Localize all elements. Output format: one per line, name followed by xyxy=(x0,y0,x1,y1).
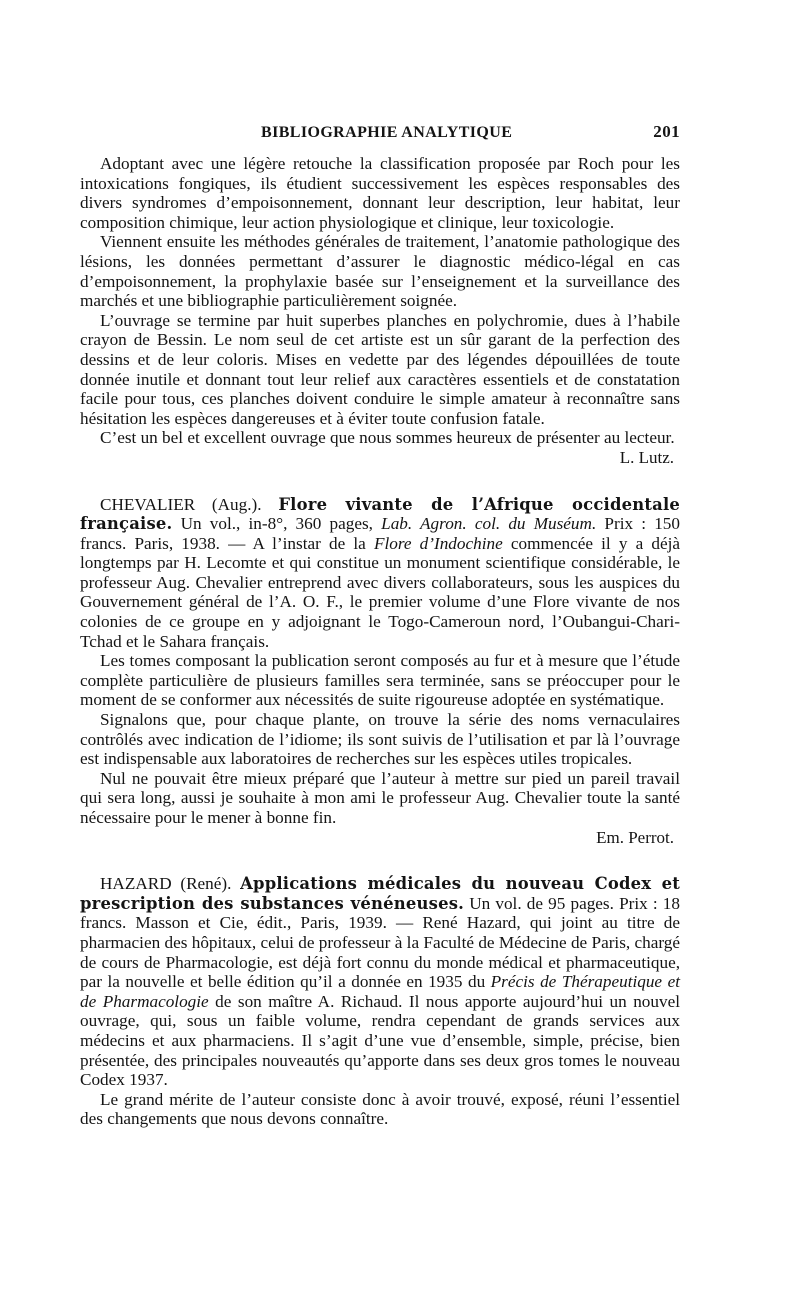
reference-text: de son maître A. Richaud. Il nous apporte aujourd’hui un nouvel ouvrage, qui, sous un faible volume, rendra cependant de grands services aux médecins et aux pharmaciens. Il s’agit d’une vue d’ensemble, simple, précise, bien présentée, des principales nouveautés qu’apporte dans ses deux gros tomes le nouveau Codex 1937. xyxy=(80,991,680,1090)
page xyxy=(80,122,680,1129)
paragraph: Adoptant avec une légère retouche la classification proposée par Roch pour les intoxications fongiques, ils étudient successivement les espèces responsables des divers syndromes d’empoisonnement, donnant leur description, leur habitat, leur composition chimique, leur action physiologique et clinique, leur toxicologie. xyxy=(80,154,680,232)
signature: Em. Perrot. xyxy=(596,827,674,847)
review-chevalier xyxy=(80,495,680,848)
paragraph xyxy=(80,495,680,652)
page-number: 201 xyxy=(653,122,680,141)
paragraph: Les tomes composant la publication seront composés au fur et à mesure que l’étude complète particulière de plusieurs familles sera terminée, sans se préoccuper pour le moment de se conformer aux nécessités de suite rigoureuse adoptée en systématique. xyxy=(80,651,680,710)
running-head-title: BIBLIOGRAPHIE ANALYTIQUE xyxy=(261,124,513,141)
reference-text: Un vol., in-8°, 360 pages, xyxy=(172,514,382,534)
paragraph: C’est un bel et excellent ouvrage que nous sommes heureux de présenter au lecteur. xyxy=(100,428,675,448)
paragraph: Signalons que, pour chaque plante, on trouve la série des noms vernaculaires contrôlés avec indication de l’idiome; ils sont suivis de l’utilisation et par là l’ouvrage est indispensable aux laboratoires de recherches sur les espèces utiles tropicales. xyxy=(80,710,680,769)
running-head xyxy=(80,122,680,142)
book-title: Applications médicales du nouveau Codex et prescription des substances vénéneuses. xyxy=(80,874,681,913)
paragraph: Le grand mérite de l’auteur consiste donc à avoir trouvé, exposé, réuni l’essentiel des changements que nous devons connaître. xyxy=(80,1089,680,1129)
flore-title-italic: Flore d’Indochine xyxy=(373,533,503,553)
book-title: Flore vivante de l’Afrique occidentale française. xyxy=(80,494,681,534)
review-mushrooms xyxy=(80,154,680,468)
publisher-italic: Lab. Agron. col. du Muséum. xyxy=(381,514,597,534)
reference-text: Prix : 150 francs. Paris, 1938. — A l’instar de la xyxy=(80,514,680,553)
author: CHEVALIER (Aug.). xyxy=(100,494,262,514)
paragraph: Nul ne pouvait être mieux préparé que l’auteur à mettre sur pied un pareil travail qui sera long, aussi je souhaite à mon ami le professeur Aug. Chevalier toute la santé nécessaire pour le mener à bonne fin. xyxy=(80,768,680,827)
body-text: commencée il y a déjà longtemps par H. Lecomte et qui constitue un monument scientifique considérable, le professeur Aug. Chevalier entreprend avec divers collaborateurs, sous les auspices du Gouvernement général de l’A. O. F., le premier volume d’une Flore vivante de nos colonies de ce groupe en y adjoignant le Togo-Cameroun nord, l’Oubangui-Chari-Tchad et le Sahara français. xyxy=(80,533,681,651)
precis-title-italic: Précis de Thérapeutique et de Pharmacologie xyxy=(80,972,680,1011)
paragraph: L’ouvrage se termine par huit superbes planches en polychromie, dues à l’habile crayon de Bessin. Le nom seul de cet artiste est un sûr garant de la perfection des dessins et de leur coloris. Mises en vedette par des légendes dépouillées de toute donnée inutile et donnant tout leur relief aux caractères essentiels et de constatation facile pour tous, ces planches doivent conduire le simple amateur à reconnaître sans hésitation les espèces dangereuses et à éviter toute confusion fatale. xyxy=(80,310,680,428)
paragraph xyxy=(80,874,680,1090)
review-hazard xyxy=(80,874,680,1129)
reference-text: Un vol. de 95 pages. Prix : 18 francs. Masson et Cie, édit., Paris, 1939. — René Hazard, qui joint au titre de pharmacien des hôpitaux, celui de professeur à la Faculté de Médecine de Paris, chargé de cours de Pharmacologie, est déjà fort connu du monde médical et pharmaceutique, par la nouvelle et belle édition qu’il a donnée en 1935 du xyxy=(80,893,680,992)
author: HAZARD (René). xyxy=(100,874,232,894)
signature: L. Lutz. xyxy=(619,447,674,467)
paragraph: Viennent ensuite les méthodes générales de traitement, l’anatomie pathologique des lésions, les données permettant d’assurer le diagnostic médico-légal en cas d’empoisonnement, la prophylaxie basée sur l’enseignement et la surveillance des marchés et une bibliographie particulièrement soignée. xyxy=(80,232,680,311)
